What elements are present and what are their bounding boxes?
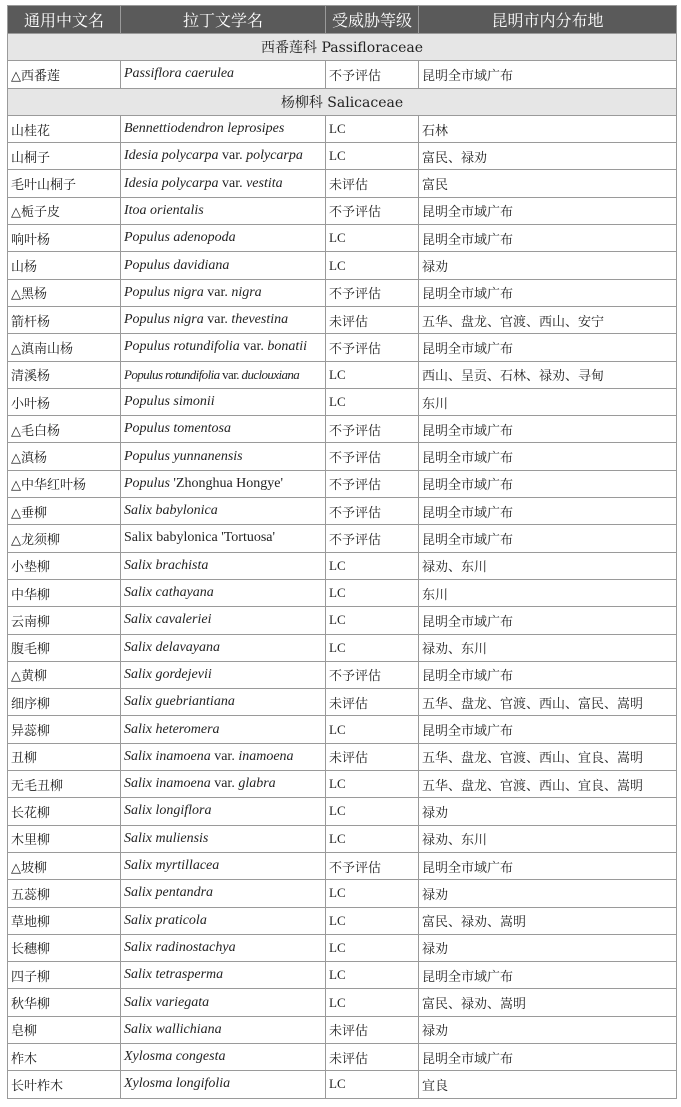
- threat-level: 不予评估: [326, 443, 419, 470]
- latin-name: [121, 771, 326, 798]
- latin-roman-part: var.: [218, 148, 247, 164]
- species-table: [7, 5, 677, 1099]
- latin-name: [121, 498, 326, 525]
- threat-level: 未评估: [326, 1043, 419, 1070]
- distribution: 禄劝: [419, 798, 677, 825]
- latin-roman-part: var.: [210, 776, 239, 792]
- latin-italic-part: Bennettiodendron leprosipes: [124, 121, 285, 137]
- family-name: 杨柳科 Salicaceae: [8, 88, 677, 115]
- latin-italic-part: Populus nigra: [124, 312, 204, 328]
- distribution: 昆明全市域广布: [419, 334, 677, 361]
- distribution: 五华、盘龙、官渡、西山、宜良、嵩明: [419, 743, 677, 770]
- table-row: [8, 1043, 677, 1070]
- threat-level: 不予评估: [326, 334, 419, 361]
- table-row: [8, 197, 677, 224]
- chinese-name: 毛叶山桐子: [8, 170, 121, 197]
- latin-italic-part: vestita: [246, 175, 283, 191]
- latin-italic-part: Salix inamoena: [124, 748, 211, 764]
- chinese-name: 四子柳: [8, 962, 121, 989]
- latin-italic-part: Populus yunnanensis: [124, 448, 243, 464]
- distribution: 昆明全市域广布: [419, 279, 677, 306]
- chinese-name: 木里柳: [8, 825, 121, 852]
- latin-italic-part: Salix myrtillacea: [124, 858, 220, 874]
- latin-name: [121, 798, 326, 825]
- latin-name: [121, 634, 326, 661]
- distribution: 昆明全市域广布: [419, 962, 677, 989]
- distribution: 昆明全市域广布: [419, 443, 677, 470]
- latin-italic-part: bonatii: [267, 339, 308, 355]
- table-row: [8, 498, 677, 525]
- table-row: [8, 607, 677, 634]
- latin-italic-part: Passiflora caerulea: [124, 66, 235, 82]
- latin-italic-part: Salix brachista: [124, 557, 209, 573]
- family-name: 西番莲科 Passifloraceae: [8, 34, 677, 61]
- table-row: [8, 143, 677, 170]
- chinese-name: 腹毛柳: [8, 634, 121, 661]
- table-row: [8, 443, 677, 470]
- chinese-name: 中华柳: [8, 579, 121, 606]
- table-row: [8, 880, 677, 907]
- latin-italic-part: Salix cavaleriei: [124, 612, 212, 628]
- chinese-name: △毛白杨: [8, 416, 121, 443]
- threat-level: 不予评估: [326, 197, 419, 224]
- threat-level: 不予评估: [326, 279, 419, 306]
- table-row: [8, 225, 677, 252]
- family-row: [8, 88, 677, 115]
- latin-italic-part: Populus adenopoda: [124, 230, 236, 246]
- threat-level: 不予评估: [326, 852, 419, 879]
- latin-name: [121, 361, 326, 388]
- table-row: [8, 798, 677, 825]
- table-row: [8, 634, 677, 661]
- chinese-name: △垂柳: [8, 498, 121, 525]
- latin-italic-part: Salix guebriantiana: [124, 694, 235, 710]
- latin-italic-part: nigra: [231, 284, 262, 300]
- latin-name: [121, 716, 326, 743]
- threat-level: LC: [326, 361, 419, 388]
- latin-name: [121, 143, 326, 170]
- chinese-name: 柞木: [8, 1043, 121, 1070]
- latin-italic-part: Populus rotundifolia: [124, 366, 220, 382]
- latin-italic-part: thevestina: [231, 312, 289, 328]
- distribution: 昆明全市域广布: [419, 498, 677, 525]
- chinese-name: △栀子皮: [8, 197, 121, 224]
- latin-italic-part: Populus rotundifolia: [124, 339, 240, 355]
- table-row: [8, 279, 677, 306]
- distribution: 宜良: [419, 1071, 677, 1098]
- latin-italic-part: Populus davidiana: [124, 257, 230, 273]
- table-row: [8, 388, 677, 415]
- distribution: 昆明全市域广布: [419, 852, 677, 879]
- chinese-name: △黄柳: [8, 661, 121, 688]
- distribution: 东川: [419, 388, 677, 415]
- chinese-name: 长花柳: [8, 798, 121, 825]
- header-row: [8, 6, 677, 34]
- chinese-name: △坡柳: [8, 852, 121, 879]
- threat-level: 未评估: [326, 743, 419, 770]
- threat-level: LC: [326, 252, 419, 279]
- table-row: [8, 661, 677, 688]
- chinese-name: 异蕊柳: [8, 716, 121, 743]
- latin-name: [121, 825, 326, 852]
- latin-name: [121, 852, 326, 879]
- chinese-name: 响叶杨: [8, 225, 121, 252]
- threat-level: 不予评估: [326, 416, 419, 443]
- table-body: [8, 34, 677, 1099]
- latin-italic-part: Salix heteromera: [124, 721, 220, 737]
- table-row: [8, 334, 677, 361]
- latin-name: [121, 416, 326, 443]
- latin-name: [121, 1071, 326, 1098]
- latin-roman-part: var.: [219, 366, 242, 382]
- latin-italic-part: duclouxiana: [241, 366, 300, 382]
- latin-italic-part: Xylosma congesta: [124, 1049, 226, 1065]
- latin-italic-part: Salix cathayana: [124, 585, 214, 601]
- latin-italic-part: inamoena: [238, 748, 294, 764]
- latin-name: [121, 170, 326, 197]
- threat-level: LC: [326, 634, 419, 661]
- distribution: 禄劝: [419, 880, 677, 907]
- threat-level: 未评估: [326, 689, 419, 716]
- latin-italic-part: Populus tomentosa: [124, 421, 231, 437]
- table-row: [8, 306, 677, 333]
- threat-level: LC: [326, 825, 419, 852]
- latin-italic-part: Itoa orientalis: [124, 202, 204, 218]
- distribution: 禄劝、东川: [419, 634, 677, 661]
- chinese-name: 皂柳: [8, 1016, 121, 1043]
- latin-roman-part: var.: [218, 175, 247, 191]
- distribution: 昆明全市域广布: [419, 607, 677, 634]
- latin-name: [121, 61, 326, 88]
- distribution: 昆明全市域广布: [419, 61, 677, 88]
- threat-level: LC: [326, 934, 419, 961]
- chinese-name: △滇杨: [8, 443, 121, 470]
- latin-name: [121, 443, 326, 470]
- chinese-name: 长叶柞木: [8, 1071, 121, 1098]
- chinese-name: △西番莲: [8, 61, 121, 88]
- distribution: 昆明全市域广布: [419, 1043, 677, 1070]
- distribution: 富民: [419, 170, 677, 197]
- distribution: 昆明全市域广布: [419, 197, 677, 224]
- latin-italic-part: Salix pentandra: [124, 885, 214, 901]
- latin-italic-part: Salix tetrasperma: [124, 967, 224, 983]
- threat-level: LC: [326, 771, 419, 798]
- latin-name: [121, 989, 326, 1016]
- table-row: [8, 689, 677, 716]
- latin-name: [121, 880, 326, 907]
- latin-italic-part: Salix delavayana: [124, 639, 221, 655]
- chinese-name: 草地柳: [8, 907, 121, 934]
- header-distribution: 昆明市内分布地: [419, 6, 677, 34]
- table-row: [8, 579, 677, 606]
- table-row: [8, 771, 677, 798]
- threat-level: 不予评估: [326, 498, 419, 525]
- latin-name: [121, 197, 326, 224]
- distribution: 禄劝: [419, 1016, 677, 1043]
- latin-roman-part: var.: [239, 339, 268, 355]
- distribution: 石林: [419, 115, 677, 142]
- latin-name: [121, 306, 326, 333]
- latin-italic-part: Salix inamoena: [124, 776, 211, 792]
- chinese-name: 小叶杨: [8, 388, 121, 415]
- latin-name: [121, 225, 326, 252]
- latin-name: [121, 334, 326, 361]
- table-row: [8, 61, 677, 88]
- table-row: [8, 1016, 677, 1043]
- threat-level: LC: [326, 907, 419, 934]
- chinese-name: 云南柳: [8, 607, 121, 634]
- threat-level: 不予评估: [326, 661, 419, 688]
- table-row: [8, 552, 677, 579]
- threat-level: LC: [326, 1071, 419, 1098]
- chinese-name: 山杨: [8, 252, 121, 279]
- latin-name: [121, 689, 326, 716]
- table-row: [8, 170, 677, 197]
- chinese-name: 无毛丑柳: [8, 771, 121, 798]
- distribution: 富民、禄劝: [419, 143, 677, 170]
- threat-level: LC: [326, 607, 419, 634]
- latin-italic-part: Xylosma longifolia: [124, 1076, 231, 1092]
- chinese-name: △黑杨: [8, 279, 121, 306]
- table-row: [8, 416, 677, 443]
- latin-italic-part: Salix babylonica: [124, 503, 218, 519]
- distribution: 昆明全市域广布: [419, 525, 677, 552]
- chinese-name: △龙须柳: [8, 525, 121, 552]
- chinese-name: 细序柳: [8, 689, 121, 716]
- chinese-name: △滇南山杨: [8, 334, 121, 361]
- table-row: [8, 525, 677, 552]
- threat-level: 未评估: [326, 1016, 419, 1043]
- table-row: [8, 361, 677, 388]
- latin-name: [121, 934, 326, 961]
- threat-level: LC: [326, 115, 419, 142]
- chinese-name: 山桂花: [8, 115, 121, 142]
- latin-name: [121, 1016, 326, 1043]
- latin-name: [121, 661, 326, 688]
- table-row: [8, 907, 677, 934]
- table-row: [8, 470, 677, 497]
- latin-name: [121, 470, 326, 497]
- threat-level: LC: [326, 143, 419, 170]
- threat-level: 未评估: [326, 170, 419, 197]
- table-row: [8, 716, 677, 743]
- header-latin-name: 拉丁文学名: [121, 6, 326, 34]
- family-row: [8, 34, 677, 61]
- latin-roman-part: var.: [210, 748, 239, 764]
- distribution: 富民、禄劝、嵩明: [419, 989, 677, 1016]
- table-row: [8, 934, 677, 961]
- distribution: 富民、禄劝、嵩明: [419, 907, 677, 934]
- table-row: [8, 1071, 677, 1098]
- chinese-name: 山桐子: [8, 143, 121, 170]
- latin-italic-part: Salix variegata: [124, 994, 210, 1010]
- latin-name: [121, 962, 326, 989]
- chinese-name: 秋华柳: [8, 989, 121, 1016]
- latin-name: [121, 743, 326, 770]
- latin-italic-part: Salix longiflora: [124, 803, 212, 819]
- distribution: 禄劝、东川: [419, 552, 677, 579]
- threat-level: 未评估: [326, 306, 419, 333]
- threat-level: 不予评估: [326, 61, 419, 88]
- table-row: [8, 962, 677, 989]
- header-chinese-name: 通用中文名: [8, 6, 121, 34]
- chinese-name: 长穗柳: [8, 934, 121, 961]
- distribution: 五华、盘龙、官渡、西山、宜良、嵩明: [419, 771, 677, 798]
- distribution: 昆明全市域广布: [419, 416, 677, 443]
- threat-level: 不予评估: [326, 525, 419, 552]
- latin-name: [121, 907, 326, 934]
- table-row: [8, 989, 677, 1016]
- threat-level: LC: [326, 716, 419, 743]
- distribution: 五华、盘龙、官渡、西山、安宁: [419, 306, 677, 333]
- latin-name: [121, 115, 326, 142]
- threat-level: LC: [326, 225, 419, 252]
- latin-italic-part: Salix radinostachya: [124, 939, 236, 955]
- table-row: [8, 743, 677, 770]
- latin-italic-part: Idesia polycarpa: [124, 175, 219, 191]
- table-row: [8, 852, 677, 879]
- latin-name: [121, 252, 326, 279]
- latin-italic-part: Populus simonii: [124, 394, 215, 409]
- chinese-name: 箭杆杨: [8, 306, 121, 333]
- distribution: 昆明全市域广布: [419, 470, 677, 497]
- distribution: 禄劝、东川: [419, 825, 677, 852]
- distribution: 五华、盘龙、官渡、西山、富民、嵩明: [419, 689, 677, 716]
- threat-level: LC: [326, 798, 419, 825]
- threat-level: LC: [326, 552, 419, 579]
- latin-italic-part: Salix gordejevii: [124, 666, 212, 682]
- threat-level: LC: [326, 880, 419, 907]
- distribution: 禄劝: [419, 934, 677, 961]
- chinese-name: 五蕊柳: [8, 880, 121, 907]
- threat-level: LC: [326, 579, 419, 606]
- latin-name: [121, 388, 326, 415]
- distribution: 昆明全市域广布: [419, 661, 677, 688]
- distribution: 禄劝: [419, 252, 677, 279]
- chinese-name: 清溪杨: [8, 361, 121, 388]
- chinese-name: 小垫柳: [8, 552, 121, 579]
- latin-name: [121, 1043, 326, 1070]
- threat-level: 不予评估: [326, 470, 419, 497]
- table-row: [8, 115, 677, 142]
- latin-name: [121, 579, 326, 606]
- latin-italic-part: Salix wallichiana: [124, 1021, 222, 1037]
- latin-italic-part: Populus: [124, 475, 170, 491]
- table-row: [8, 252, 677, 279]
- distribution: 西山、呈贡、石林、禄劝、寻甸: [419, 361, 677, 388]
- latin-italic-part: polycarpa: [246, 148, 303, 164]
- latin-name: [121, 525, 326, 552]
- chinese-name: △中华红叶杨: [8, 470, 121, 497]
- latin-name: [121, 607, 326, 634]
- threat-level: LC: [326, 989, 419, 1016]
- distribution: 昆明全市域广布: [419, 716, 677, 743]
- threat-level: LC: [326, 962, 419, 989]
- distribution: 东川: [419, 579, 677, 606]
- latin-name: [121, 552, 326, 579]
- latin-roman-part: var.: [203, 312, 232, 328]
- latin-roman-part: Salix babylonica 'Tortuosa': [124, 530, 276, 546]
- latin-italic-part: Salix muliensis: [124, 830, 209, 846]
- latin-name: [121, 279, 326, 306]
- header-threat-level: 受威胁等级: [326, 6, 419, 34]
- distribution: 昆明全市域广布: [419, 225, 677, 252]
- latin-italic-part: Idesia polycarpa: [124, 148, 219, 164]
- latin-roman-part: 'Zhonghua Hongye': [169, 475, 284, 491]
- latin-italic-part: glabra: [238, 776, 276, 792]
- latin-roman-part: var.: [203, 284, 232, 300]
- threat-level: LC: [326, 388, 419, 415]
- table-row: [8, 825, 677, 852]
- chinese-name: 丑柳: [8, 743, 121, 770]
- latin-italic-part: Salix praticola: [124, 912, 207, 928]
- latin-italic-part: Populus nigra: [124, 284, 204, 300]
